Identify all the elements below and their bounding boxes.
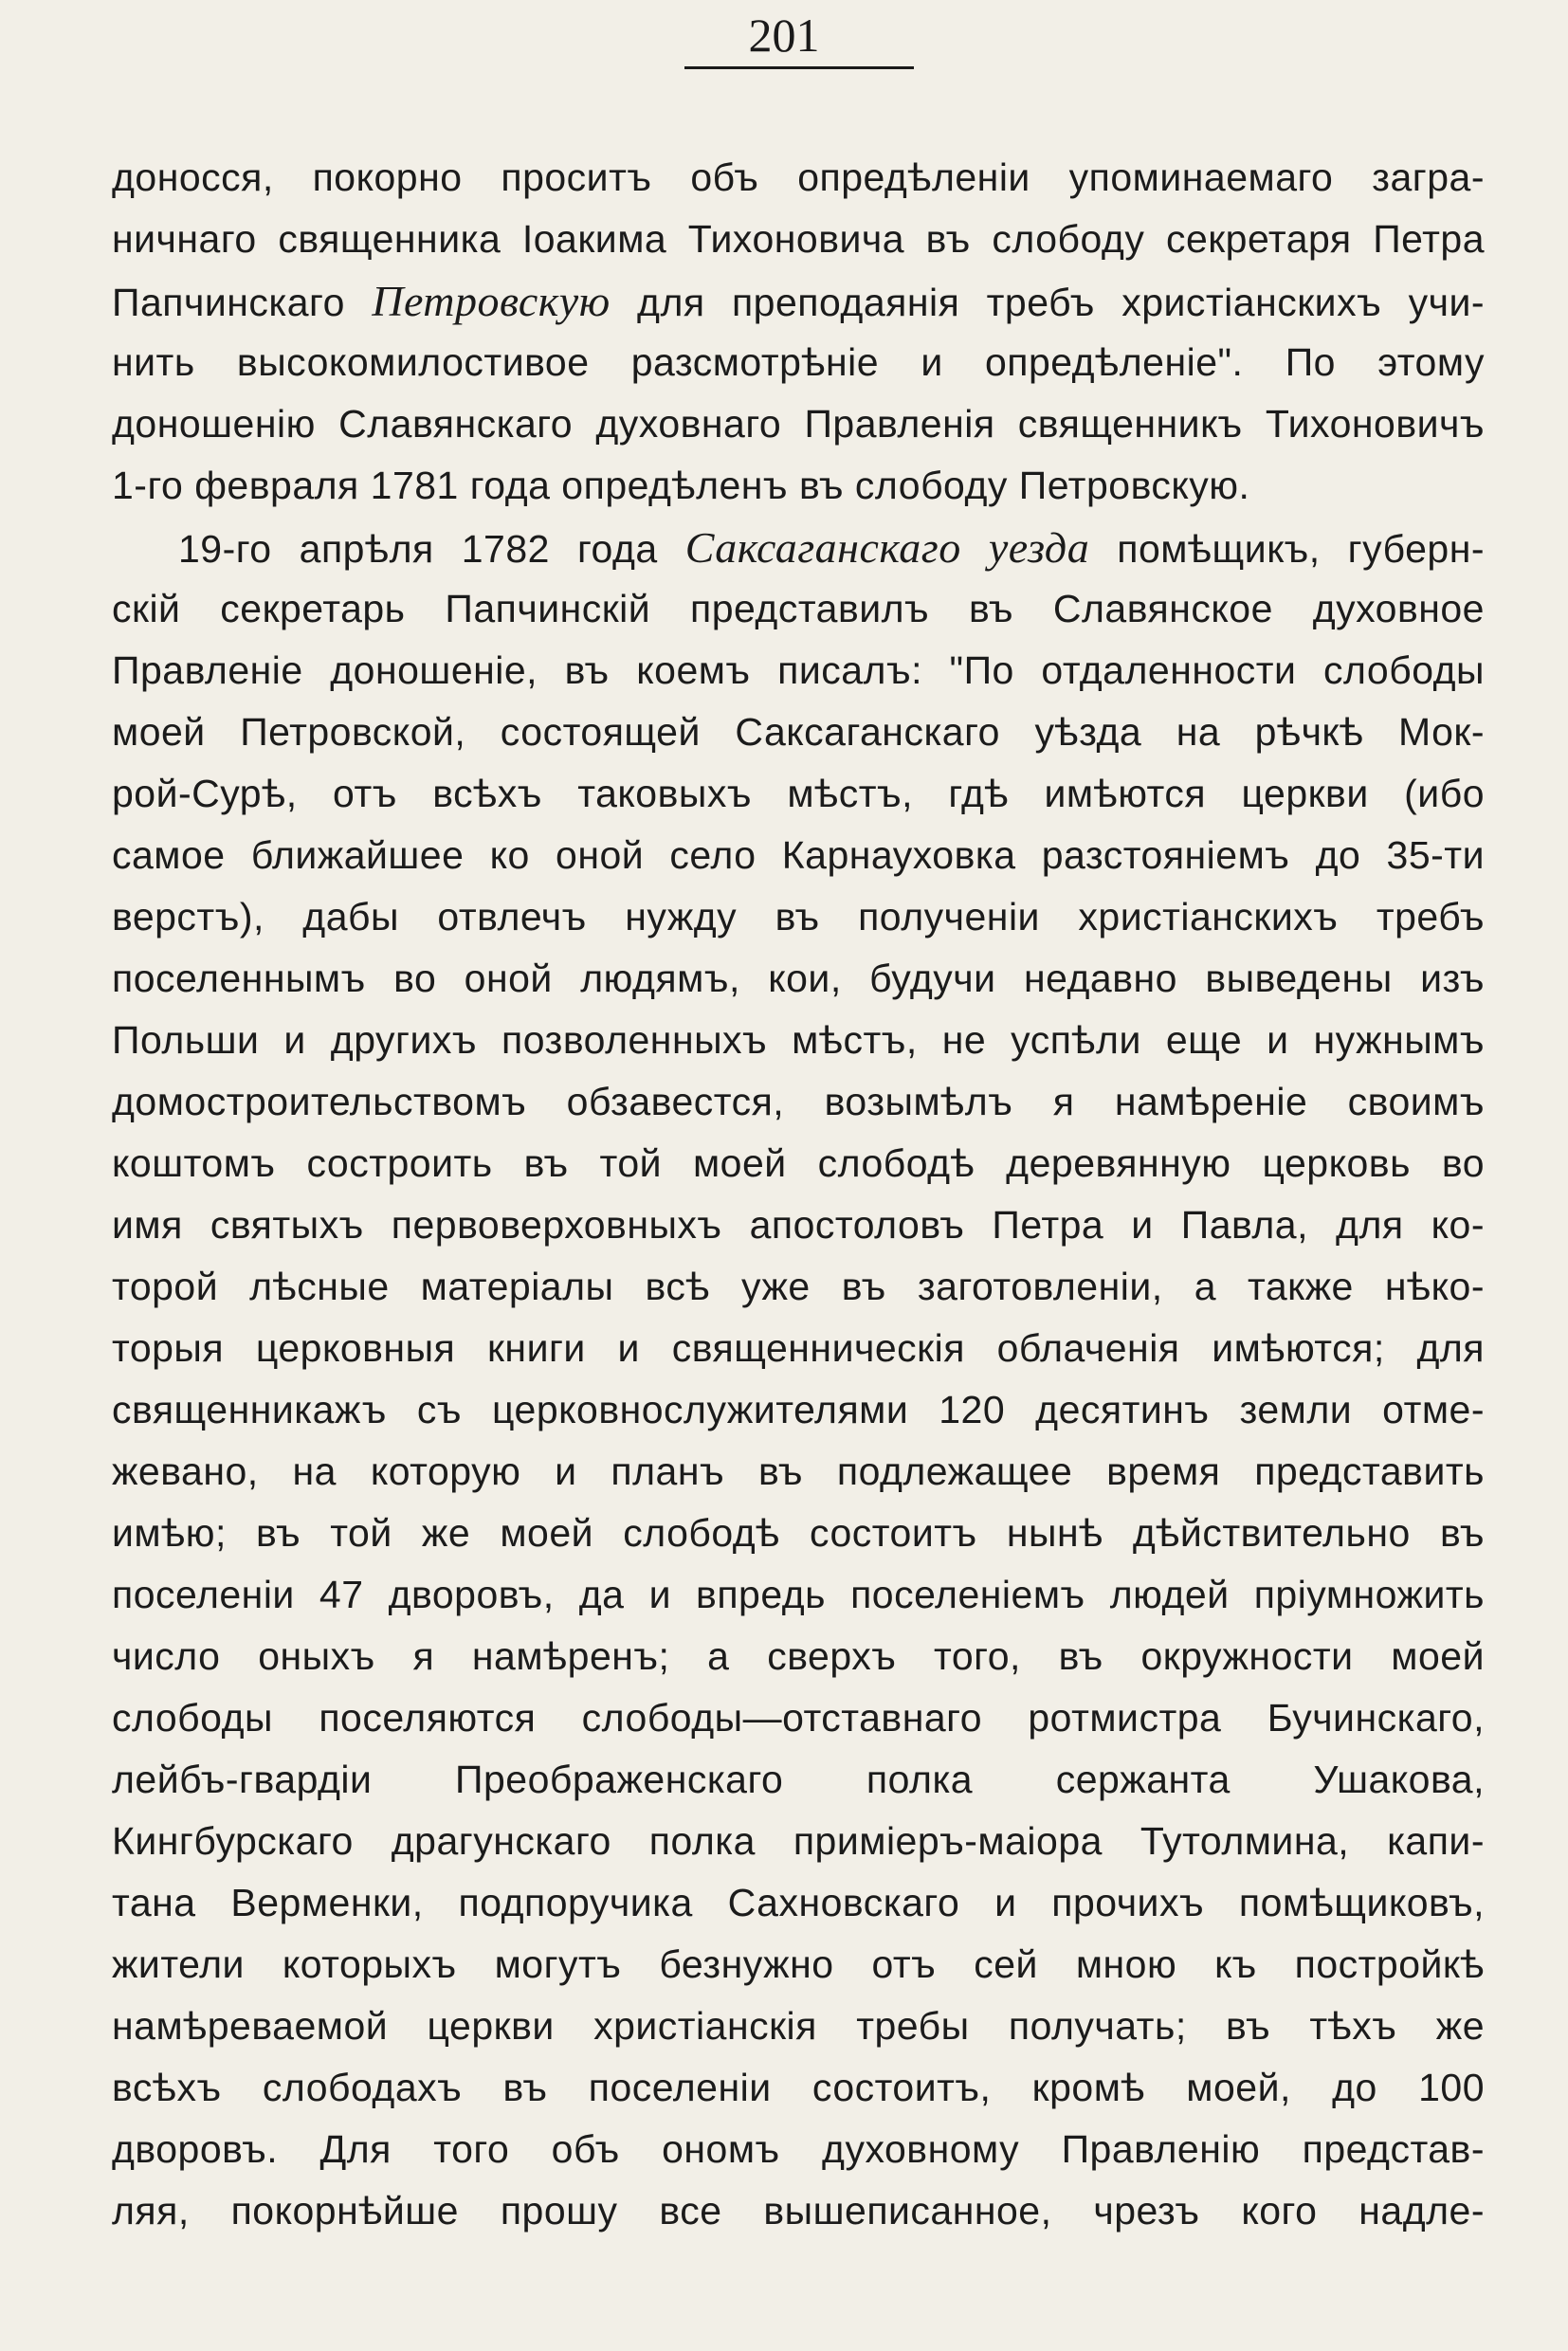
text-line: домостроительствомъ обзавестся, возымѣлъ я намѣреніе своимъ	[112, 1080, 1485, 1123]
text-line: верстъ), дабы отвлечъ нужду въ полученіи христіанскихъ требъ	[112, 895, 1485, 939]
text-line: жевано, на которую и планъ въ подлежащее время представить	[112, 1449, 1485, 1493]
line-text: помѣщикъ, губерн-	[1089, 527, 1486, 571]
text-line: тана Верменки, подпоручика Сахновскаго и прочихъ помѣщиковъ,	[112, 1881, 1485, 1924]
text-line	[112, 270, 1485, 332]
line-text: для преподаянія требъ христіанскихъ учи-	[610, 281, 1485, 324]
body-text	[112, 147, 1485, 2242]
text-line: поселеннымъ во оной людямъ, кои, будучи недавно выведены изъ	[112, 957, 1485, 1000]
text-line: лейбъ-гвардіи Преображенскаго полка сержанта Ушакова,	[112, 1758, 1485, 1801]
text-line: самое ближайшее ко оной село Карнауховка разстояніемъ до 35-ти	[112, 833, 1485, 877]
text-line: скій секретарь Папчинскій представилъ въ Славянское духовное	[112, 587, 1485, 630]
page-number: 201	[748, 9, 820, 62]
text-line: число оныхъ я намѣренъ; а сверхъ того, въ окружности моей	[112, 1634, 1485, 1678]
text-line: всѣхъ слободахъ въ поселеніи состоитъ, кромѣ моей, до 100	[112, 2066, 1485, 2109]
text-line: намѣреваемой церкви христіанскія требы получать; въ тѣхъ же	[112, 2004, 1485, 2048]
text-line: дворовъ. Для того объ ономъ духовному Правленію представ-	[112, 2127, 1485, 2171]
text-line: Кингбурскаго драгунскаго полка приміеръ-маіора Тутолмина, капи-	[112, 1819, 1485, 1863]
text-line: торыя церковныя книги и священническія облаченія имѣются; для	[112, 1326, 1485, 1370]
text-line: доношенію Славянскаго духовнаго Правленія священникъ Тихоновичъ	[112, 402, 1485, 446]
italic-place-name: Саксаганскаго уезда	[684, 523, 1090, 572]
text-line: моей Петровской, состоящей Саксаганскаго уѣзда на рѣчкѣ Мок-	[112, 710, 1485, 754]
text-line: имѣю; въ той же моей слободѣ состоитъ нынѣ дѣйствительно въ	[112, 1511, 1485, 1555]
italic-place-name: Петровскую	[372, 277, 611, 325]
text-line: 1-го февраля 1781 года опредѣленъ въ слободу Петровскую.	[112, 464, 1250, 507]
text-line: имя святыхъ первоверховныхъ апостоловъ Петра и Павла, для ко-	[112, 1203, 1485, 1247]
text-line: нить высокомилостивое разсмотрѣніе и опредѣленіе". По этому	[112, 340, 1485, 384]
text-line: ляя, покорнѣйше прошу все вышеписанное, чрезъ кого надле-	[112, 2189, 1485, 2233]
header-rule	[684, 66, 914, 69]
text-line: ничнаго священника Іоакима Тихоновича въ слободу секретаря Петра	[112, 217, 1485, 261]
text-line: поселеніи 47 дворовъ, да и впредь поселеніемъ людей пріумножить	[112, 1573, 1485, 1616]
text-line: доносся, покорно проситъ объ опредѣленіи упоминаемаго загра-	[112, 155, 1485, 199]
text-line: рой-Сурѣ, отъ всѣхъ таковыхъ мѣстъ, гдѣ имѣются церкви (ибо	[112, 772, 1485, 815]
text-line: торой лѣсные матеріалы всѣ уже въ заготовленіи, а также нѣко-	[112, 1265, 1485, 1308]
text-line: Польши и другихъ позволенныхъ мѣстъ, не успѣли еще и нужнымъ	[112, 1018, 1485, 1062]
line-text: 19-го апрѣля 1782 года	[178, 527, 685, 571]
text-line	[112, 517, 1485, 578]
text-line: Правленіе доношеніе, въ коемъ писалъ: "По отдаленности слободы	[112, 648, 1485, 692]
text-line: слободы поселяются слободы—отставнаго ротмистра Бучинскаго,	[112, 1696, 1485, 1740]
text-line: жители которыхъ могутъ безнужно отъ сей мною къ постройкѣ	[112, 1942, 1485, 1986]
line-text: Папчинскаго	[112, 281, 373, 324]
text-line: коштомъ состроить въ той моей слободѣ деревянную церковь во	[112, 1141, 1485, 1185]
text-line: священникажъ съ церковнослужителями 120 десятинъ земли отме-	[112, 1388, 1485, 1431]
